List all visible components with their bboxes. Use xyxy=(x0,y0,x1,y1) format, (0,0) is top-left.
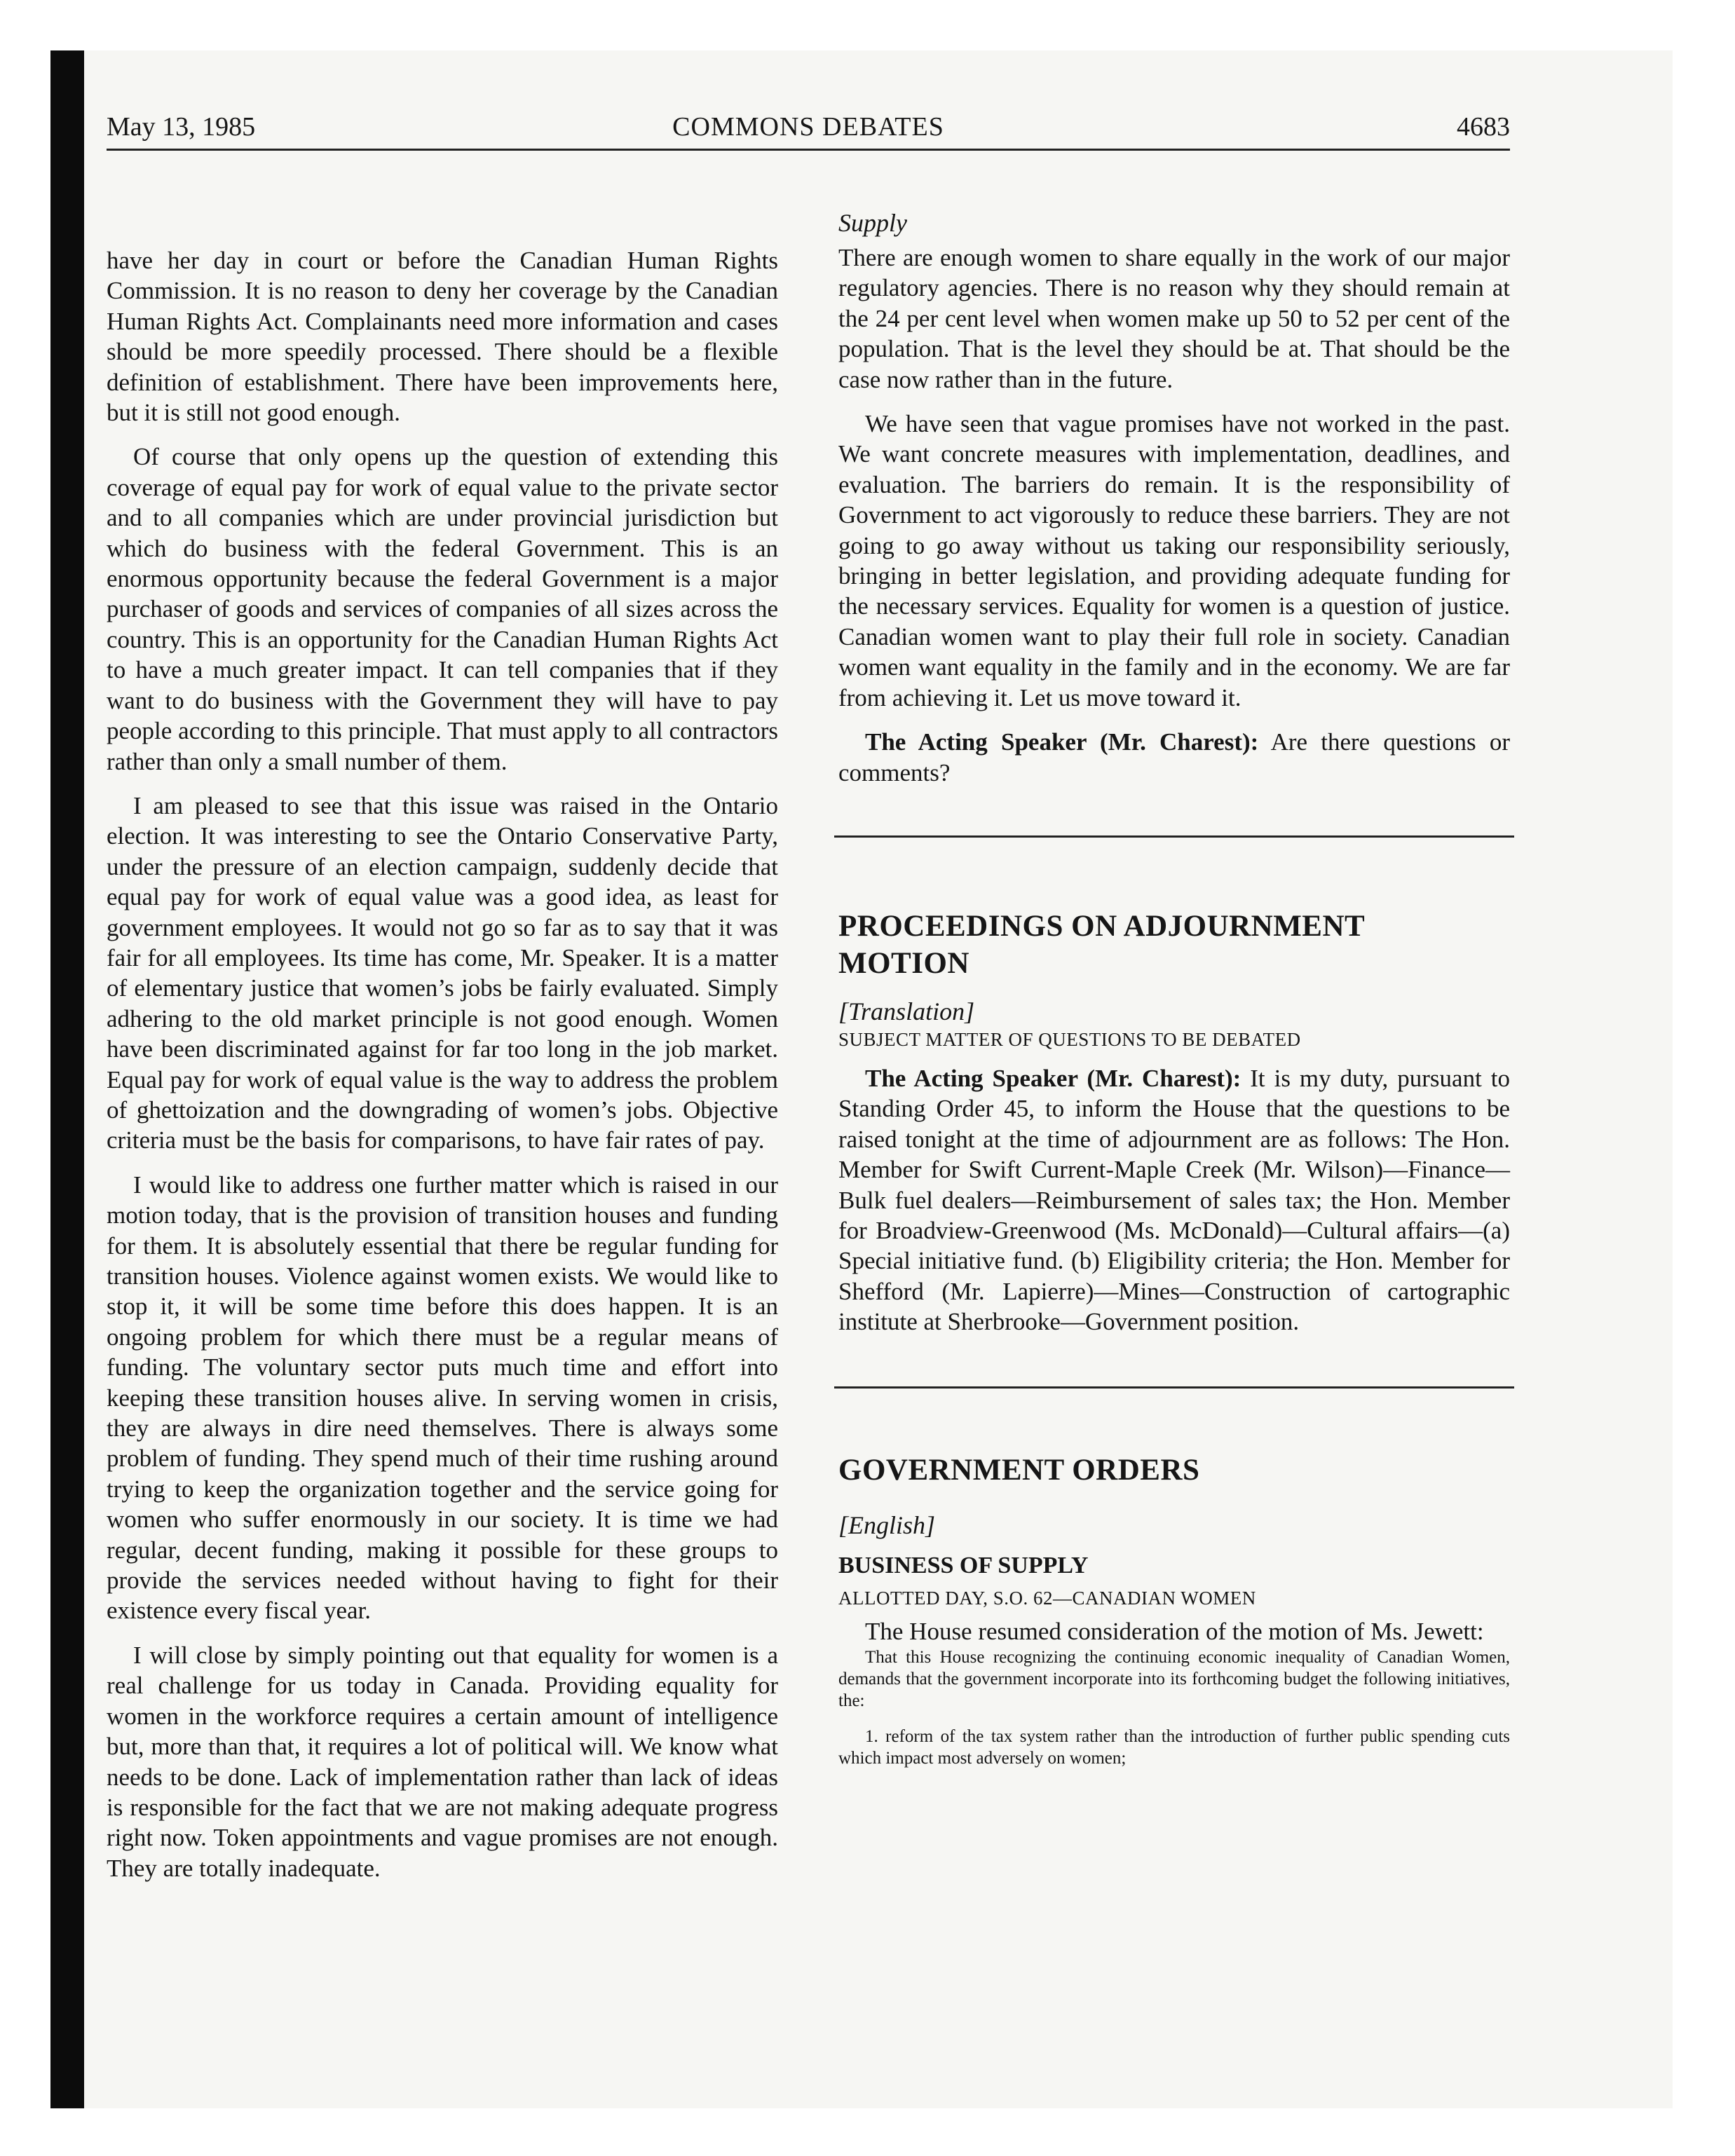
paragraph: We have seen that vague promises have not worked in the past. We want concrete measures with implementation, deadlines, and evaluation. The barriers do remain. It is the responsibility of Government to act vigorously to reduce these barriers. They are not going to go away without us taking our responsibility seriously, bringing in better legislation, and providing adequate funding for the necessary services. Equality for women is a question of justice. Canadian women want to play their full role in society. Canadian women want equality in the family and in the economy. We are far from achieving it. Let us move toward it. xyxy=(838,410,1510,711)
allotted-day-heading: ALLOTTED DAY, S.O. 62—CANADIAN WOMEN xyxy=(838,1587,1256,1609)
paragraph: have her day in court or before the Canadian Human Rights Commission. It is no reason to deny her coverage by the Canadian Human Rights Act. Complainants need more information and cases should be more speedily processed. There should be a flexible definition of establishment. There have been improvements here, but it is still not good enough. xyxy=(107,247,778,427)
header-page-number: 4683 xyxy=(1457,112,1510,142)
business-of-supply-heading: BUSINESS OF SUPPLY xyxy=(838,1552,1089,1578)
government-orders-heading: GOVERNMENT ORDERS xyxy=(838,1453,1200,1487)
section-label: Supply xyxy=(838,209,907,237)
running-header xyxy=(107,105,1510,151)
motion-intro: That this House recognizing the continuing economic inequality of Canadian Women, demands that the government incorporate into its forthcoming budget the following initiatives, the: xyxy=(838,1647,1510,1710)
paragraph: I would like to address one further matter which is raised in our motion today, that is the provision of transition houses and funding for them. It is absolutely essential that there be regular funding for transition houses. Violence against women exists. We would like to stop it, it will be some time before this does happen. It is an ongoing problem for which there must be a regular means of funding. The voluntary sector puts much time and effort into keeping these transition houses alive. In serving women in crisis, they are always in dire need themselves. There is always some problem of funding. They spend much of their time rushing around trying to keep the organization together and the service going for women who suffer enormously in our society. It is time we had regular, decent funding, making it possible for these groups to provide the services needed without having to fight for their existence every fiscal year. xyxy=(107,1171,778,1625)
speaker-text: Are there questions or comments? xyxy=(838,728,1510,786)
adjournment-heading-line2: MOTION xyxy=(838,946,969,980)
paragraph: There are enough women to share equally in the work of our major regulatory agencies. There is no reason why they should remain at the 24 per cent level when women make up 50 to 52 per cent of the population. That is the level they should be at. That should be the case now rather than in the future. xyxy=(838,244,1510,393)
speaker-name: The Acting Speaker (Mr. Charest): xyxy=(865,1064,1241,1092)
header-publication: COMMONS DEBATES xyxy=(672,112,944,142)
right-column xyxy=(838,203,1510,1769)
speaker-text: It is my duty, pursuant to Standing Order 45, to inform the House that the questions to be raised tonight at the time of adjournment are as follows: The Hon. Member for Swift Current-Maple Creek (Mr. Wilson)—Finance—Bulk fuel dealers—Reimbursement of sales tax; the Hon. Member for Broadview-Greenwood (Ms. McDonald)—Cultural affairs—(a) Special initiative fund. (b) Eligibility criteria; the Hon. Member for Shefford (Mr. Lapierre)—Mines—Construction of cartographic institute at Sherbrooke—Government position. xyxy=(838,1064,1510,1336)
language-tag-english: [English] xyxy=(838,1510,936,1539)
left-column xyxy=(107,245,778,1883)
paragraph: Of course that only opens up the question of extending this coverage of equal pay for work of equal value to the private sector and to all companies which are under provincial jurisdiction but which do business with the federal Government. This is an enormous opportunity because the federal Government is a major purchaser of goods and services of companies of all sizes across the country. This is an opportunity for the Canadian Human Rights Act to have a much greater impact. It can tell companies that if they want to do business with the Government they will have to pay people according to this principle. That must apply to all contractors rather than only a small number of them. xyxy=(107,443,778,775)
resumed-paragraph: The House resumed consideration of the motion of Ms. Jewett: xyxy=(865,1617,1484,1645)
adjournment-heading xyxy=(838,908,1510,982)
language-tag-translation: [Translation] xyxy=(838,997,975,1025)
questions-subheading: SUBJECT MATTER OF QUESTIONS TO BE DEBATED xyxy=(838,1028,1301,1050)
acting-speaker-paragraph xyxy=(838,727,1510,788)
acting-speaker-paragraph xyxy=(838,1063,1510,1337)
paragraph: I will close by simply pointing out that equality for women is a real challenge for us today in Canada. Providing equality for women in the workforce requires a certain amount of intelligence but, more than that, it requires a lot of political will. We know what needs to be done. Lack of implementation rather than lack of ideas is responsible for the fact that we are not making adequate progress right now. Token appointments and vague promises are not enough. They are totally inadequate. xyxy=(107,1641,778,1882)
scan-border xyxy=(50,50,84,2108)
header-date: May 13, 1985 xyxy=(107,112,256,142)
paragraph: I am pleased to see that this issue was raised in the Ontario election. It was interesting to see the Ontario Conservative Party, under the pressure of an election campaign, suddenly decide that equal pay for work of equal value was a good idea, as least for government employees. It would not go so far as to say that it was fair for all employees. Its time has come, Mr. Speaker. It is a matter of elementary justice that women’s jobs be fairly evaluated. Simply adhering to the old market principle is not good enough. Women have been discriminated against for far too long in the job market. Equal pay for work of equal value is the way to address the problem of ghettoization and the downgrading of women’s jobs. Objective criteria must be the basis for comparisons, to have fair rates of pay. xyxy=(107,791,778,1154)
speaker-name: The Acting Speaker (Mr. Charest): xyxy=(865,728,1259,756)
adjournment-heading-line1: PROCEEDINGS ON ADJOURNMENT xyxy=(838,909,1366,943)
motion-item: 1. reform of the tax system rather than the introduction of further public spending cuts which impact most adversely on women; xyxy=(838,1726,1510,1768)
